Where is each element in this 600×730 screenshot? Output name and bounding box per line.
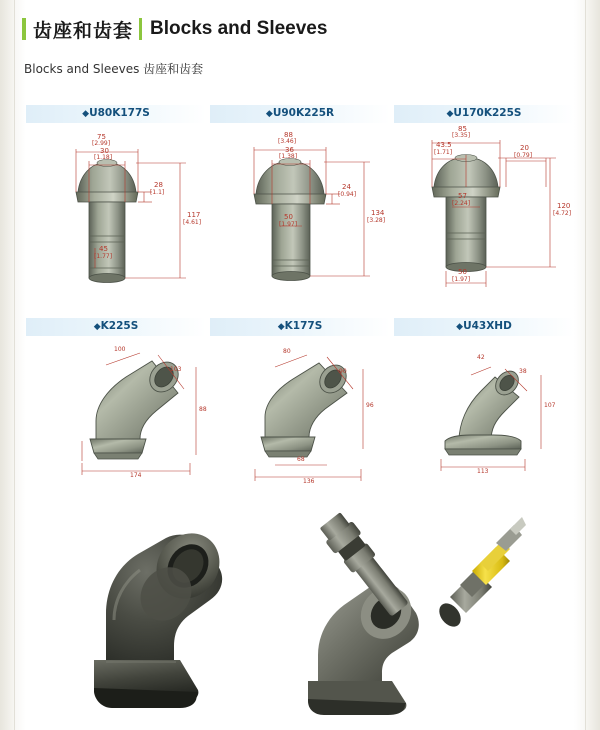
- diamond-icon: ◆: [456, 322, 464, 332]
- dim-88-inch: [3.46]: [278, 138, 297, 145]
- page-title-cn: 齿座和齿套: [33, 19, 134, 42]
- dim-120-inch: [4.72]: [553, 210, 572, 217]
- label-strip-u90k225r: [210, 105, 390, 123]
- label-strip-u43xhd-text: [394, 320, 574, 332]
- diamond-icon: ◆: [82, 109, 90, 119]
- dim-36-inch: [1.38]: [279, 153, 298, 160]
- label-strip-k177s: [210, 318, 390, 336]
- label-text: U170K225S: [453, 107, 522, 119]
- dim-134-inch: [3.28]: [367, 217, 386, 224]
- dim-k177s-90: 90: [339, 368, 347, 375]
- dim-30-inch: [1.18]: [94, 154, 113, 161]
- dim-43-5: 43.5: [436, 141, 452, 149]
- label-text: U90K225R: [272, 107, 335, 119]
- diamond-icon: ◆: [277, 322, 285, 332]
- label-strip-u90k225r-text: [210, 107, 390, 119]
- dim-k225s-174: 174: [130, 472, 142, 479]
- dim-50: 50: [284, 213, 293, 221]
- dim-20-inch: [0.79]: [514, 152, 533, 159]
- page-header: [22, 16, 327, 42]
- dim-117-inch: [4.61]: [183, 219, 202, 226]
- dim-u43-113: 113: [477, 468, 489, 475]
- dim-36: 36: [285, 146, 294, 154]
- label-strip-k225s: [26, 318, 206, 336]
- dim-28-inch: [1.1]: [150, 189, 165, 196]
- drawing-u90k225r: [222, 130, 392, 300]
- dim-43-5-inch: [1.71]: [434, 149, 453, 156]
- dim-57: 57: [458, 192, 467, 200]
- dim-50b: 50: [458, 268, 467, 276]
- dim-u43-42: 42: [477, 354, 485, 361]
- label-strip-u80k177s-text: [26, 107, 206, 119]
- dim-85-inch: [3.35]: [452, 132, 471, 139]
- page-title-en: Blocks and Sleeves: [150, 18, 328, 39]
- label-text: U43XHD: [463, 320, 512, 332]
- dim-k177s-68: 68: [297, 456, 305, 463]
- drawing-u90k225r-svg: [222, 130, 392, 300]
- dim-k177s-96: 96: [366, 402, 374, 409]
- diamond-icon: ◆: [93, 322, 101, 332]
- label-strip-u80k177s: [26, 105, 206, 123]
- label-strip-k177s-text: [210, 320, 390, 332]
- dim-134: 134: [371, 209, 385, 217]
- dim-k225s-103: 103: [170, 366, 182, 373]
- dim-k225s-88: 88: [199, 406, 207, 413]
- page-edge-right: [585, 0, 600, 730]
- drawing-k225s: [60, 345, 230, 490]
- dim-20: 20: [520, 144, 529, 152]
- label-strip-row-1: [26, 105, 574, 123]
- dim-75: 75: [97, 133, 106, 141]
- dim-k177s-136: 136: [303, 478, 315, 485]
- drawing-u80k177s-svg: [40, 130, 210, 300]
- diamond-icon: ◆: [446, 109, 454, 119]
- dim-120: 120: [557, 202, 571, 210]
- dim-u43-38: 38: [519, 368, 527, 375]
- dim-50b-inch: [1.97]: [452, 276, 471, 283]
- page-edge-left: [0, 0, 15, 730]
- drawing-k177s-svg: [235, 345, 405, 490]
- label-text: K177S: [284, 320, 323, 332]
- block-photo-left: [70, 520, 320, 720]
- dim-30: 30: [100, 147, 109, 155]
- label-strip-k225s-text: [26, 320, 206, 332]
- dim-75-inch: [2.99]: [92, 140, 111, 147]
- block-photo-left-svg: [70, 520, 320, 720]
- label-strip-u43xhd: [394, 318, 574, 336]
- dim-117: 117: [187, 211, 201, 219]
- dim-k177s-80: 80: [283, 348, 291, 355]
- drawing-u170k225s: [400, 125, 580, 305]
- dim-50-inch: [1.97]: [279, 221, 298, 228]
- label-strip-u170k225s: [394, 105, 574, 123]
- dim-k225s-100: 100: [114, 346, 126, 353]
- dim-85: 85: [458, 125, 467, 133]
- block-photo-right-svg: [300, 505, 530, 720]
- label-text: U80K177S: [89, 107, 150, 119]
- diamond-icon: ◆: [265, 109, 273, 119]
- dim-28: 28: [154, 181, 163, 189]
- drawing-u80k177s: [40, 130, 210, 300]
- dim-45-inch: [1.77]: [94, 253, 113, 260]
- dim-u43-107: 107: [544, 402, 556, 409]
- drawing-u43xhd: [415, 345, 585, 490]
- dim-57-inch: [2.24]: [452, 200, 471, 207]
- block-photo-right: [300, 505, 530, 720]
- label-strip-row-2: [26, 318, 574, 336]
- accent-bar-left: [22, 18, 26, 40]
- dim-24: 24: [342, 183, 351, 191]
- drawing-k177s: [235, 345, 405, 490]
- dim-88: 88: [284, 131, 293, 139]
- drawing-k225s-svg: [60, 345, 230, 490]
- label-strip-u170k225s-text: [394, 107, 574, 119]
- drawing-u43xhd-svg: [415, 345, 585, 490]
- label-text: K225S: [100, 320, 139, 332]
- page-subtitle: Blocks and Sleeves 齿座和齿套: [24, 62, 204, 76]
- dim-24-inch: [0.94]: [338, 191, 357, 198]
- dim-45: 45: [99, 245, 108, 253]
- accent-bar-middle: [139, 18, 142, 40]
